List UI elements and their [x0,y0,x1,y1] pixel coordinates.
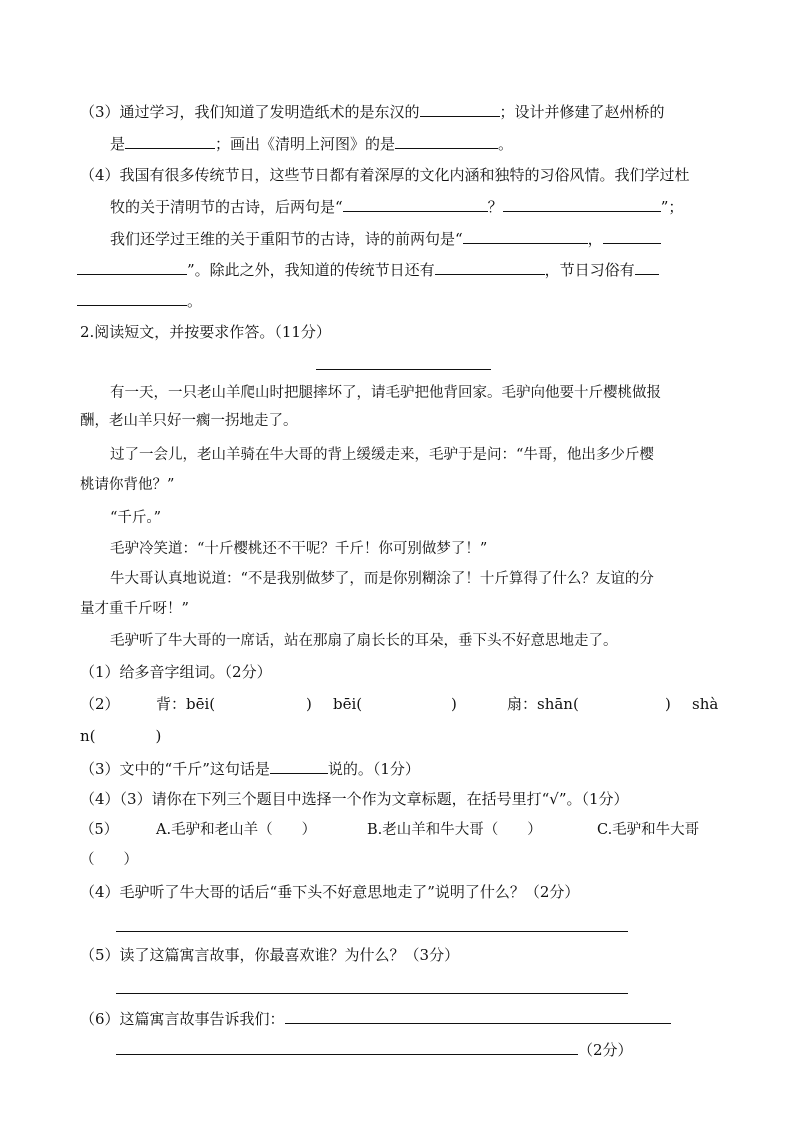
subq3-text-a: （3）文中的“千斤”这句话是 [80,760,270,778]
passage-line: 量才重千斤呀！” [80,601,189,617]
title-option-a[interactable]: A.毛驴和老山羊（ ） [156,822,317,838]
answer-blank-cai-lun[interactable] [420,100,500,117]
passage-line: 毛驴听了牛大哥的一席话，站在那扇了扇长长的耳朵，垂下头不好意思地走了。 [110,633,618,649]
q1-item3-line2 [110,132,513,155]
subq8-line2 [116,1038,633,1061]
passage-line: 酬，老山羊只好一瘸一拐地走了。 [80,413,298,429]
subq8-text-a: （6）这篇寓言故事告诉我们： [80,1010,285,1028]
answer-blank-chongyang-line2-end[interactable] [77,258,187,275]
passage-line: 牛大哥认真地说道：“不是我别做梦了，而是你别糊涂了！十斤算得了什么？友谊的分 [110,571,654,587]
answer-blank-festival[interactable] [435,258,545,275]
q1-item4-text-b: 牧的关于清明节的古诗，后两句是“ [110,198,343,216]
shan-pinyin-2: shà [692,695,719,713]
subq1: （1）给多音字组词。（2分） [80,663,272,681]
subq7: （5）读了这篇寓言故事，你最喜欢谁？为什么？（3分） [80,946,460,964]
bei-pinyin-1: 背：bēi( [156,695,216,713]
q1-item3-line1 [80,100,665,123]
subq3-text-b: 说的。（1分） [327,760,420,778]
passage-line: 有一天，一只老山羊爬山时把腿摔坏了，请毛驴把他背回家。毛驴向他要十斤樱桃做报 [110,385,661,401]
q1-item4-text-d: ”； [660,198,684,216]
passage-line: 桃请你背他？” [80,477,175,493]
answer-blank-custom-end[interactable] [77,289,187,306]
passage-title-blank[interactable] [316,369,491,370]
answer-blank-chongyang-line1[interactable] [463,227,588,244]
q1-item4-line2 [110,195,683,218]
q1-item4-text-h: ，节日习俗有 [544,261,635,279]
q1-item3-text-b: ；设计并修建了赵州桥的 [499,103,665,121]
answer-line-subq6[interactable] [116,931,628,932]
subq6: （4）毛驴听了牛大哥的话后“垂下头不好意思地走了”说明了什么？（2分） [80,883,580,901]
q1-item4-text-a: （4）我国有很多传统节日，这些节日都有着深厚的文化内涵和独特的习俗风情。我们学过杜 [80,166,690,184]
subq8-score: （2分） [578,1041,633,1059]
answer-line-subq8-2[interactable] [116,1038,578,1055]
subq2-num: （2） [80,695,120,713]
q1-item4-text-c: ？ [487,198,503,216]
title-option-b[interactable]: B.老山羊和牛大哥（ ） [367,822,542,838]
shan-pinyin-2-cont: n( [80,727,96,745]
q1-item4-line4 [77,258,659,281]
q1-item4-text-g: ”。除此之外，我知道的传统节日还有 [187,261,435,279]
answer-blank-custom-start[interactable] [635,258,659,275]
answer-blank-zhang-zeduan[interactable] [395,132,498,149]
answer-blank-speaker[interactable] [270,757,328,774]
bei-pinyin-2: bēi( [333,695,363,713]
q1-item3-text-c: 是 [110,135,126,153]
q1-item3-text-a: （3）通过学习，我们知道了发明造纸术的是东汉的 [80,103,420,121]
bei-close-2: ) [451,695,457,713]
answer-blank-qingming-line3[interactable] [343,195,488,212]
shan-close-1: ) [665,695,671,713]
q1-item4-line3 [110,227,661,250]
q1-item4-line1 [80,164,690,186]
subq8 [80,1007,671,1030]
q1-item4-line5 [77,289,202,312]
answer-blank-qingming-line4[interactable] [503,195,661,212]
subq3 [80,757,420,780]
q1-item4-text-i: 。 [187,292,203,310]
answer-blank-li-chun[interactable] [125,132,215,149]
q1-item3-text-e: 。 [498,135,514,153]
bei-close-1: ) [306,695,312,713]
q1-item4-text-f: ， [587,230,603,248]
passage-line: 过了一会儿，老山羊骑在牛大哥的背上缓缓走来，毛驴于是问：“牛哥，他出多少斤樱 [110,447,654,463]
title-option-c-paren[interactable]: （ ） [80,852,138,868]
subq4: （4）（3）请你在下列三个题目中选择一个作为文章标题，在括号里打“√”。（1分） [80,790,629,808]
title-option-c[interactable]: C.毛驴和牛大哥 [597,822,700,838]
q1-item3-text-d: ；画出《清明上河图》的是 [215,135,396,153]
subq5-num: （5） [80,822,119,838]
subq2-pinyin-row2 [80,725,161,747]
shan-pinyin-1: 扇：shān( [507,695,579,713]
passage-line: “千斤。” [110,510,162,526]
passage-line: 毛驴冷笑道：“十斤樱桃还不干呢？千斤！你可别做梦了！” [110,541,488,557]
q2-heading: 2.阅读短文，并按要求作答。（11分） [80,323,331,341]
answer-blank-chongyang-line2-start[interactable] [603,227,661,244]
shan-close-2: ) [155,727,162,745]
q1-item4-text-e: 我们还学过王维的关于重阳节的古诗，诗的前两句是“ [110,230,463,248]
answer-line-subq8-1[interactable] [285,1007,671,1024]
answer-line-subq7[interactable] [116,993,628,994]
